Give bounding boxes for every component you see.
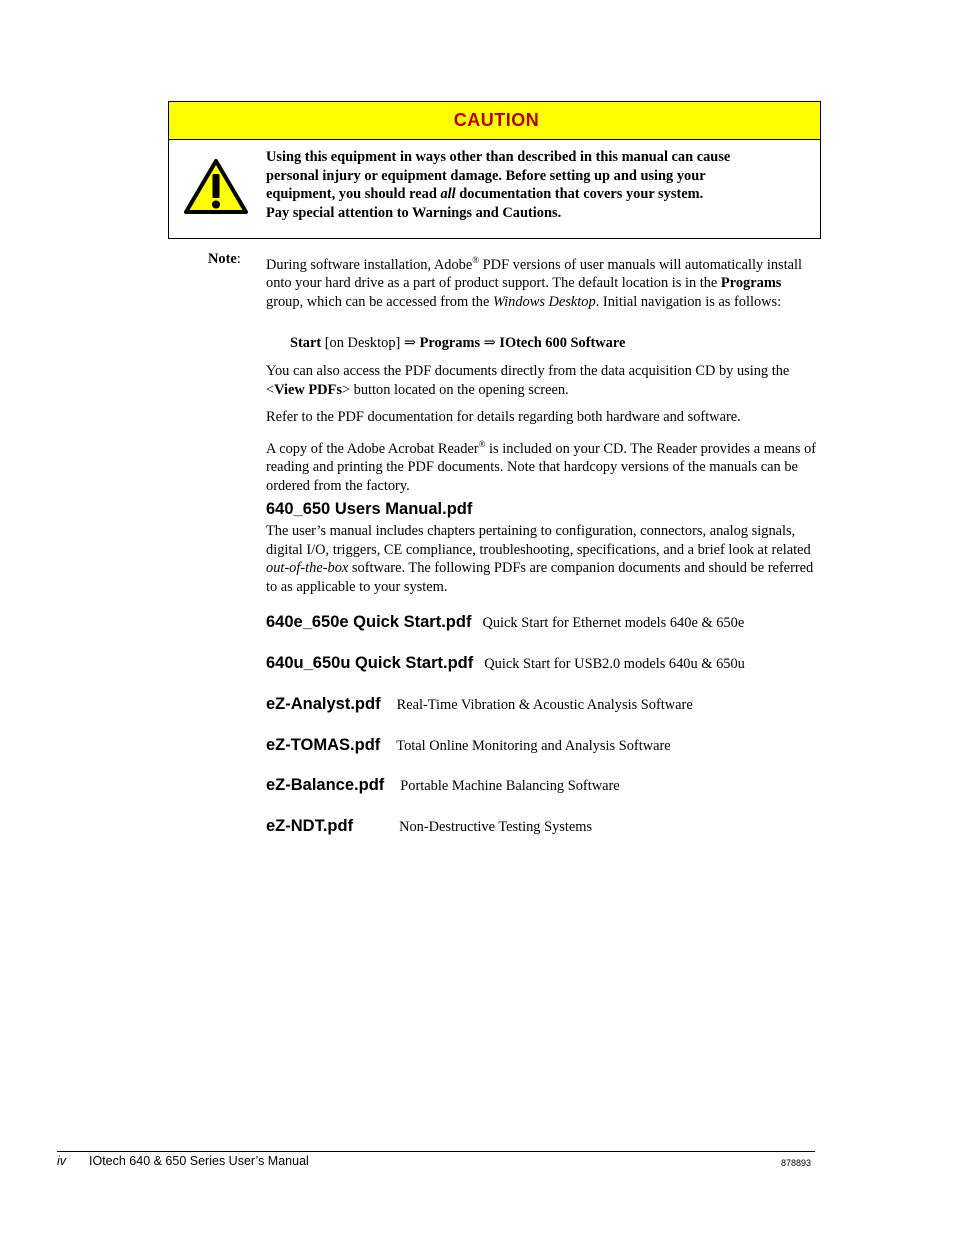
pdf-name: eZ-Balance.pdf [266, 776, 385, 794]
pdf-description: Quick Start for USB2.0 models 640u & 650u [484, 656, 745, 672]
caution-line: Pay special attention to Warnings and Cautions. [266, 204, 562, 221]
pdf-description: Real-Time Vibration & Acoustic Analysis Software [396, 697, 693, 713]
navigation-path: Start [on Desktop] ⇒ Programs ⇒ IOtech 600 Software [290, 335, 626, 351]
emphasis-all: all [440, 186, 456, 202]
caution-line: Using this equipment in ways other than described in this manual can cause [266, 149, 731, 165]
caution-box [168, 101, 821, 239]
arrow-icon: ⇒ [403, 335, 416, 351]
caution-header [169, 102, 820, 140]
registered-mark: ® [472, 255, 480, 265]
manual-description: The user’s manual includes chapters pertaining to configuration, connectors, analog signals, digital I/O, triggers, CE compliance, troubleshooting, specifications, and a brief look at related out-of-the-box software. The following PDFs are companion documents and should be referred to as applicable to your system. [266, 523, 814, 595]
footer-rule [57, 1151, 815, 1152]
pdf-description: Portable Machine Balancing Software [400, 778, 620, 794]
pdf-list-item [266, 654, 745, 673]
pdf-description: Total Online Monitoring and Analysis Software [396, 738, 671, 754]
caution-message [266, 148, 806, 222]
pdf-name: eZ-NDT.pdf [266, 817, 354, 835]
arrow-icon: ⇒ [483, 335, 496, 351]
footer-page-number: iv [57, 1154, 67, 1168]
registered-mark: ® [478, 439, 486, 449]
pdf-description: Quick Start for Ethernet models 640e & 650e [482, 615, 745, 631]
pdf-list-item [266, 695, 693, 714]
footer-title: IOtech 640 & 650 Series User’s Manual [89, 1154, 309, 1168]
caution-line: personal injury or equipment damage. Before setting up and using your [266, 167, 706, 184]
manual-heading: 640_650 Users Manual.pdf [266, 500, 473, 518]
pdf-list-item [266, 736, 671, 755]
note-paragraph-refer: Refer to the PDF documentation for details regarding both hardware and software. [266, 409, 741, 425]
pdf-name: eZ-Analyst.pdf [266, 695, 381, 713]
note-paragraph-reader: A copy of the Adobe Acrobat Reader® is included on your CD. The Reader provides a means of reading and printing the PDF documents. Note that hardcopy versions of the manuals can be ordered from the factory. [266, 439, 817, 494]
pdf-list-item [266, 817, 592, 836]
pdf-name: 640e_650e Quick Start.pdf [266, 613, 472, 631]
caution-title: CAUTION [453, 110, 540, 130]
caution-line: equipment, you should read all documentation that covers your system. [266, 186, 704, 202]
pdf-description: Non-Destructive Testing Systems [399, 819, 593, 835]
footer-document-number: 878893 [781, 1158, 812, 1168]
note-label: Note: [208, 251, 241, 267]
pdf-list-item [266, 776, 620, 795]
pdf-list-item [266, 613, 744, 632]
note-paragraph-cd: You can also access the PDF documents directly from the data acquisition CD by using the <View PDFs> button located on the opening screen. [266, 363, 790, 398]
warning-triangle-icon [183, 158, 249, 216]
pdf-name: eZ-TOMAS.pdf [266, 736, 381, 754]
note-paragraph-install: During software installation, Adobe® PDF versions of user manuals will automatically install onto your hard drive as a part of product support. The default location is in the Programs group, which can be accessed from the Windows Desktop. Initial navigation is as follows: [266, 255, 803, 310]
pdf-name: 640u_650u Quick Start.pdf [266, 654, 474, 672]
